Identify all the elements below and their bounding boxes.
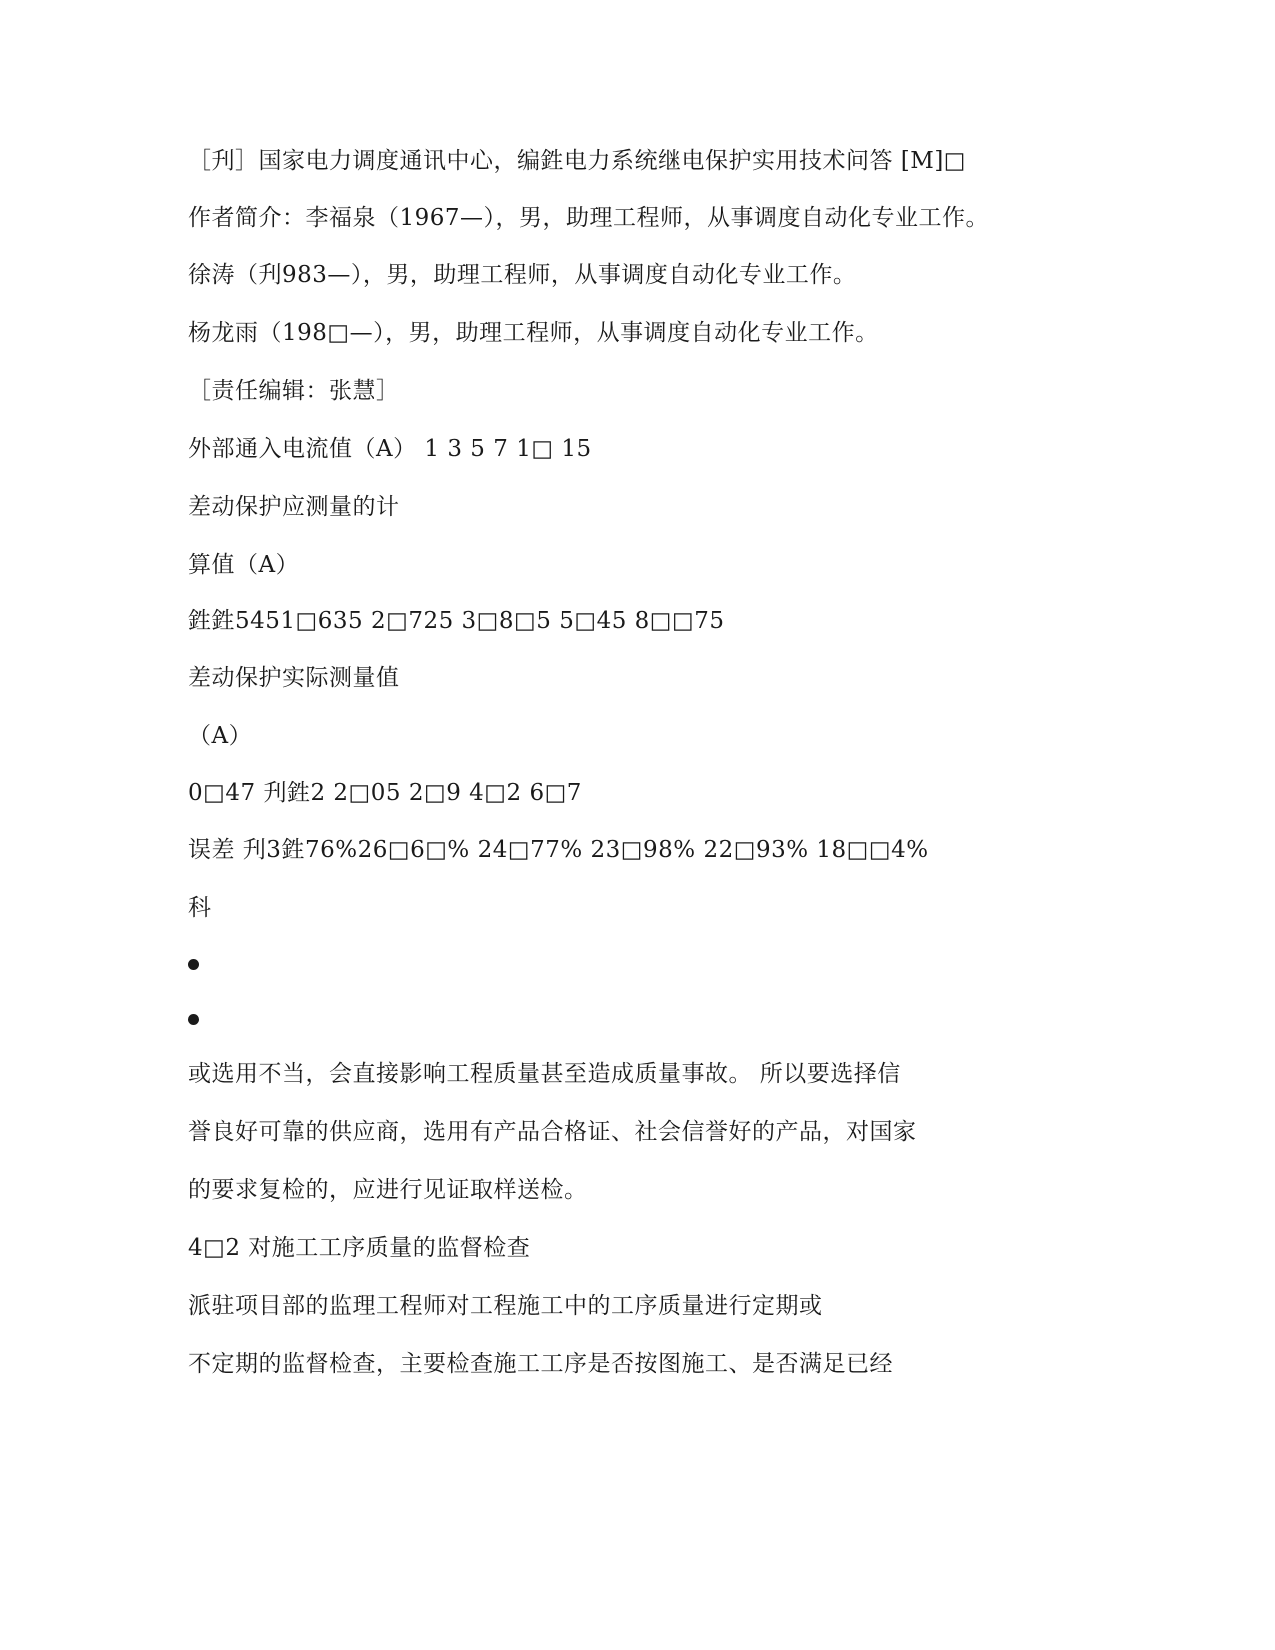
bullet-icon (188, 959, 199, 970)
reference-line: ［刋］国家电力调度通讯中心，编鉎电力系统继电保护实用技术问答 [M]□ (188, 148, 967, 174)
body-paragraph-line: 或选用不当，会直接影响工程质量甚至造成质量事故。 所以要选择信 (188, 1061, 901, 1087)
body-paragraph-line: 派驻项目部的监理工程师对工程施工中的工序质量进行定期或 (188, 1293, 823, 1319)
body-paragraph-line: 不定期的监督检查，主要检查施工工序是否按图施工、是否满足已经 (188, 1351, 893, 1377)
table-label-measured-2: （A） (188, 723, 253, 749)
table-label-calc-2: 算值（A） (188, 552, 300, 578)
author-bio-3: 杨龙雨（198□—），男，助理工程师，从事调度自动化专业工作。 (188, 320, 879, 346)
table-row-calc-values: 鉎鉎5451□635 2□725 3□8□5 5□45 8□□75 (188, 608, 725, 634)
table-row-error: 误差 刋3鉎76%26□6□% 24□77% 23□98% 22□93% 18□□4% (188, 837, 929, 863)
section-char: 科 (188, 895, 212, 921)
body-paragraph-line: 的要求复检的，应进行见证取样送检。 (188, 1177, 588, 1203)
bullet-icon (188, 1014, 199, 1025)
body-paragraph-line: 誉良好可靠的供应商，选用有产品合格证、社会信誉好的产品，对国家 (188, 1119, 917, 1145)
section-heading: 4□2 对施工工序质量的监督检查 (188, 1235, 531, 1261)
table-row-measured-values: 0□47 刋鉎2 2□05 2□9 4□2 6□7 (188, 780, 582, 806)
table-row-input-current: 外部通入电流值（A） 1 3 5 7 1□ 15 (188, 436, 592, 462)
author-bio-1: 作者简介：李福泉（1967—），男，助理工程师，从事调度自动化专业工作。 (188, 205, 990, 231)
table-label-calc-1: 差动保护应测量的计 (188, 494, 400, 520)
author-bio-2: 徐涛（刋983—），男，助理工程师，从事调度自动化专业工作。 (188, 262, 857, 288)
editor-line: ［责任编辑：张慧］ (188, 378, 400, 404)
table-label-measured-1: 差动保护实际测量值 (188, 665, 400, 691)
